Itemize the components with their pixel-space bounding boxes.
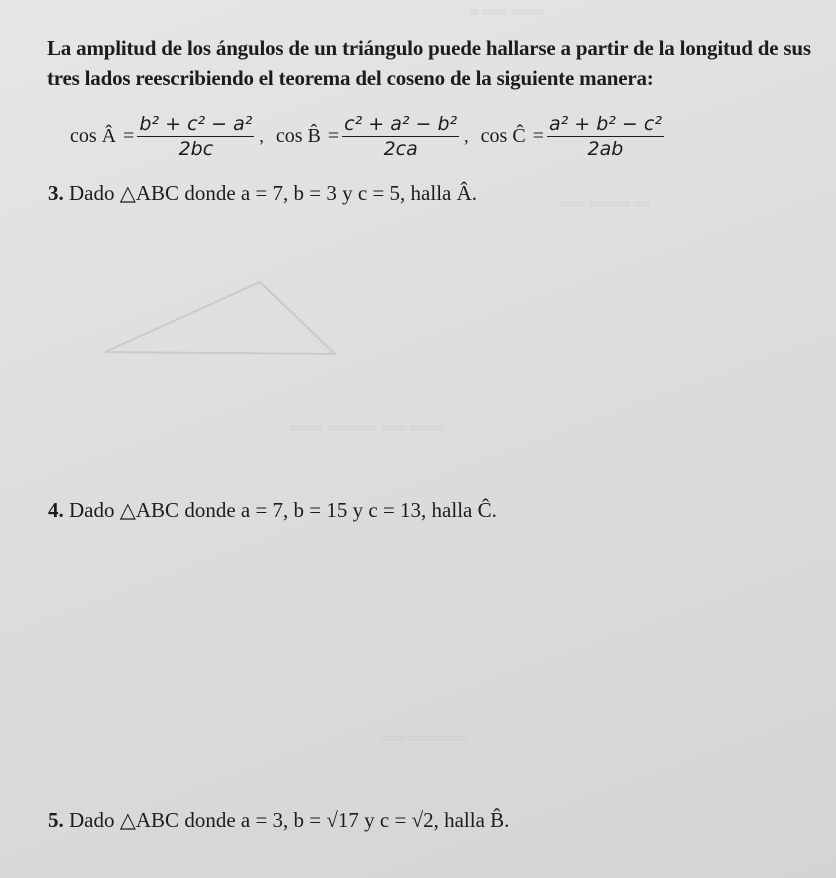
fraction (137, 113, 254, 160)
cosine-law-formulas (70, 104, 664, 168)
faint-triangle-sketch (95, 268, 355, 368)
fraction-denominator: 2ca (383, 137, 418, 160)
fraction (342, 113, 459, 160)
problem-4 (48, 498, 497, 523)
equals-sign: = (327, 124, 340, 147)
equals-sign: = (123, 124, 135, 147)
formula-cos-b (276, 113, 459, 160)
equals-sign: = (532, 124, 544, 147)
problem-number: 4. (48, 498, 64, 522)
fraction-numerator: b² + c² − a² (139, 112, 253, 135)
fraction-denominator: 2ab (587, 137, 624, 160)
formula-lhs: cos Â (70, 124, 117, 147)
problem-number: 5. (48, 808, 64, 832)
problem-statement: Dado △ABC donde a = 3, b = √17 y c = √2, halla B̂. (69, 808, 510, 832)
separator-comma: , (464, 125, 469, 146)
fraction-numerator: c² + a² − b² (344, 112, 458, 135)
show-through-text: ≈ ≈≈≈ ≈≈≈≈ (470, 4, 545, 21)
formula-cos-c (481, 113, 664, 160)
problem-statement: Dado △ABC donde a = 7, b = 3 y c = 5, halla Â. (69, 181, 478, 205)
formula-lhs: cos Ĉ (480, 124, 526, 147)
separator-comma: , (259, 125, 264, 146)
formula-cos-a (70, 113, 254, 160)
formula-lhs: cos B̂ (275, 124, 321, 147)
problem-statement: Dado △ABC donde a = 7, b = 15 y c = 13, halla Ĉ. (69, 498, 497, 522)
fraction-numerator: a² + b² − c² (548, 112, 662, 135)
fraction (547, 113, 664, 160)
problem-5 (48, 808, 509, 833)
problem-3 (48, 181, 477, 206)
show-through-text: ≈≈≈ ≈≈≈≈≈ ≈≈ (560, 196, 651, 213)
intro-paragraph: La amplitud de los ángulos de un triángulo puede hallarse a partir de la longitud de sus tres lados reescribiendo el teorema del coseno de la siguiente manera: (47, 36, 811, 90)
fraction-denominator: 2bc (178, 137, 214, 160)
show-through-text: ≈≈≈≈ ≈≈≈≈≈≈ ≈≈≈ ≈≈≈≈ (290, 420, 443, 437)
problem-number: 3. (48, 181, 64, 205)
show-through-text: ≈≈≈ ≈≈≈≈≈≈≈ (380, 730, 467, 747)
